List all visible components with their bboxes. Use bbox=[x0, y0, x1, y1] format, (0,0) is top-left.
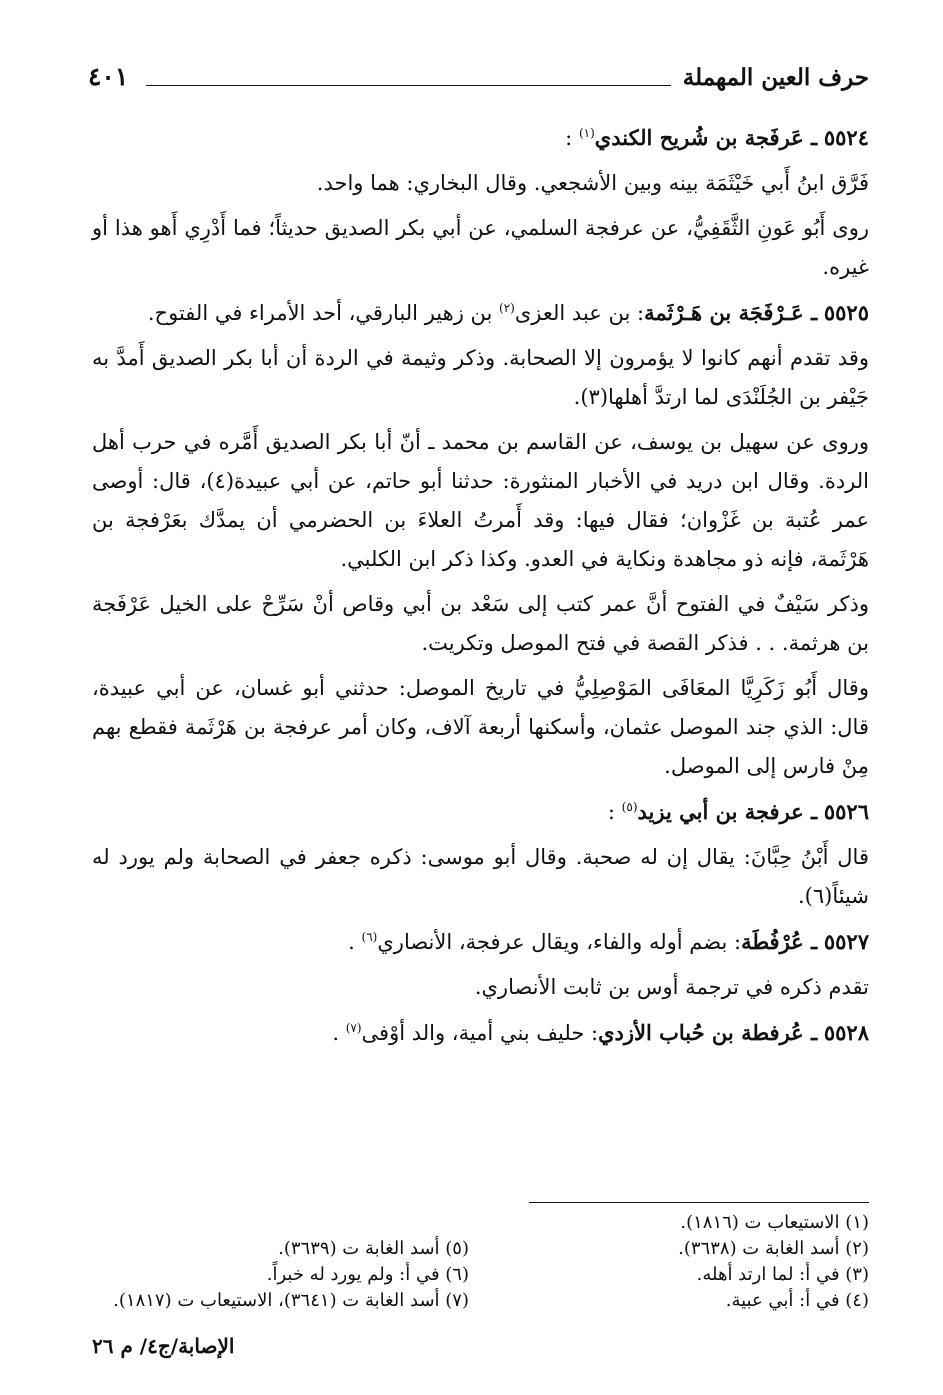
footnote-ref: (٧) bbox=[345, 1021, 362, 1035]
footnote-ref: (٢) bbox=[499, 301, 515, 315]
footnote-ref: (١) bbox=[578, 126, 595, 140]
paragraph: روى أَبُو عَونِ الثَّقَفِيُّ، عن عرفجة السلمي، عن أبي بكر الصديق حديثاً؛ فما أَدْرِي أَهو هذا أو غيره. bbox=[92, 216, 869, 279]
header-title: حرف العين المهملة bbox=[682, 64, 869, 91]
entry-number: ٥٥٢٨ bbox=[823, 1020, 869, 1045]
footnote: (٥) أسد الغابة ت (٣٦٣٩). bbox=[278, 1238, 469, 1259]
entry-number: ٥٥٢٦ bbox=[823, 799, 869, 824]
entry-name: عُرْفُطَة bbox=[741, 929, 804, 954]
footnote: (٢) أسد الغابة ت (٣٦٣٨). bbox=[678, 1238, 869, 1259]
entry-tail: : bbox=[607, 800, 615, 824]
entry-tail: . bbox=[332, 1021, 340, 1045]
footnote: (١) الاستيعاب ت (١٨١٦). bbox=[680, 1212, 869, 1233]
entry-5526-heading: ٥٥٢٦ ـ عرفجة بن أبي يزيد$^{(٥)}$ : bbox=[607, 799, 869, 824]
entry-name: عرفجة بن أبي يزيد bbox=[637, 799, 804, 824]
paragraph: فَرَّق ابنُ أَبي خَيْثَمَة بينه وبين الأشجعي. وقال البخاري: هما واحد. bbox=[316, 171, 869, 195]
paragraph: وقد تقدم أنهم كانوا لا يؤمرون إلا الصحابة. وذكر وثيمة في الردة أن أبا بكر الصديق أَمدَّ به جَيْفر بن الجُلَنْدَى لما ارتدَّ أهلها(٣). bbox=[92, 346, 869, 409]
entry-lead: : بضم أوله والفاء، ويقال عرفجة، الأنصاري bbox=[377, 930, 742, 954]
entry-5525-heading: ٥٥٢٥ ـ عَـرْفَجَة بن هَـرْثَمة: بن عبد العزى$^{(٢)}$ بن زهير البارقي، أحد الأمراء في الفتوح. bbox=[147, 300, 869, 325]
entry-5524-heading: ٥٥٢٤ ـ عَرفَجة بن شُريح الكندي$^{(١)}$ : bbox=[565, 125, 869, 150]
entry-number: ٥٥٢٥ bbox=[823, 300, 869, 325]
entry-tail: . bbox=[348, 930, 355, 954]
paragraph: تقدم ذكره في ترجمة أوس بن ثابت الأنصاري. bbox=[474, 975, 869, 999]
footnote bbox=[79, 1210, 469, 1236]
entry-tail: : bbox=[565, 126, 573, 150]
entry-name: عَـرْفَجَة بن هَـرْثَمة bbox=[644, 300, 804, 325]
main-text bbox=[92, 118, 869, 1059]
paragraph: وروى عن سهيل بن يوسف، عن القاسم بن محمد ـ أنّ أبا بكر الصديق أَمَّره في حرب أهل الردة. وقال ابن دريد في الأخبار المنثورة: حدثنا أبو حاتم، عن أبي عبيدة(٤)، قال: أوصى عمر عُتبة بن غَزْوان؛ فقال فيها: وقد أَمرتُ العلاءَ بن الحضرمي أن يمدَّك بعَرْفجة بن هَرْثَمة، فإنه ذو مجاهدة ونكاية في العدو. وكذا ذكر ابن الكلبي. bbox=[92, 430, 869, 571]
entry-name: عُرفطة بن حُباب الأزدي bbox=[598, 1020, 804, 1045]
paragraph: قال أَبْنُ حِبَّانَ: يقال إن له صحبة. وقال أبو موسى: ذكره جعفر في الصحابة ولم يورد له شيئاً(٦). bbox=[92, 845, 869, 908]
footnote-rule bbox=[529, 1202, 869, 1203]
paragraph: وقال أَبُو زَكَرِيَّا المعَافَى المَوْصِلِيُّ في تاريخ الموصل: حدثني أبو غسان، عن أبي عبيدة، قال: الذي جند الموصل عثمان، وأسكنها أربعة آلاف، وكان أمر عرفجة بن هَرْثَمة فقطع بهم مِنْ فارس إلى الموصل. bbox=[92, 676, 869, 778]
entry-tail: بن زهير البارقي، أحد الأمراء في الفتوح. bbox=[147, 301, 493, 325]
entry-5528-heading: ٥٥٢٨ ـ عُرفطة بن حُباب الأزدي: حليف بني أمية، والد أوْفى$^{(٧)}$ . bbox=[332, 1020, 869, 1045]
footnote-ref: (٥) bbox=[621, 800, 638, 814]
footnote: (٣) في أ: لما ارتد أهله. bbox=[696, 1264, 869, 1285]
footnote: (٤) في أ: أبي عبية. bbox=[725, 1290, 869, 1311]
footnotes-left-column bbox=[79, 1210, 469, 1314]
entry-number: ٥٥٢٧ bbox=[823, 929, 869, 954]
page-footer-signature: الإصابة/ج٤/ م ٢٦ bbox=[92, 1334, 235, 1358]
footnote: (٦) في أ: ولم يورد له خبراً. bbox=[266, 1264, 469, 1285]
header-rule bbox=[146, 85, 671, 86]
paragraph: وذكر سَيْفٌ في الفتوح أنَّ عمر كتب إلى سَعْد بن أبي وقاص أنْ سَرِّحْ على الخيل عَرْفَجة بن هرثمة. . . فذكر القصة في فتح الموصل وتكريت. bbox=[92, 592, 869, 655]
entry-5527-heading: ٥٥٢٧ ـ عُرْفُطَة: بضم أوله والفاء، ويقال عرفجة، الأنصاري$^{(٦)}$ . bbox=[348, 929, 869, 954]
footnote-ref: (٦) bbox=[361, 930, 378, 944]
entry-name: عَرفَجة بن شُريح الكندي bbox=[594, 125, 804, 150]
running-header bbox=[88, 64, 869, 100]
page-number: ٤٠١ bbox=[88, 62, 129, 91]
entry-lead: : بن عبد العزى bbox=[514, 301, 645, 325]
footnote: (٧) أسد الغابة ت (٣٦٤١)، الاستيعاب ت (١٨١٧). bbox=[113, 1290, 469, 1311]
footnotes-right-column bbox=[499, 1210, 869, 1314]
entry-lead: : حليف بني أمية، والد أوْفى bbox=[361, 1021, 599, 1045]
entry-number: ٥٥٢٤ bbox=[823, 125, 869, 150]
